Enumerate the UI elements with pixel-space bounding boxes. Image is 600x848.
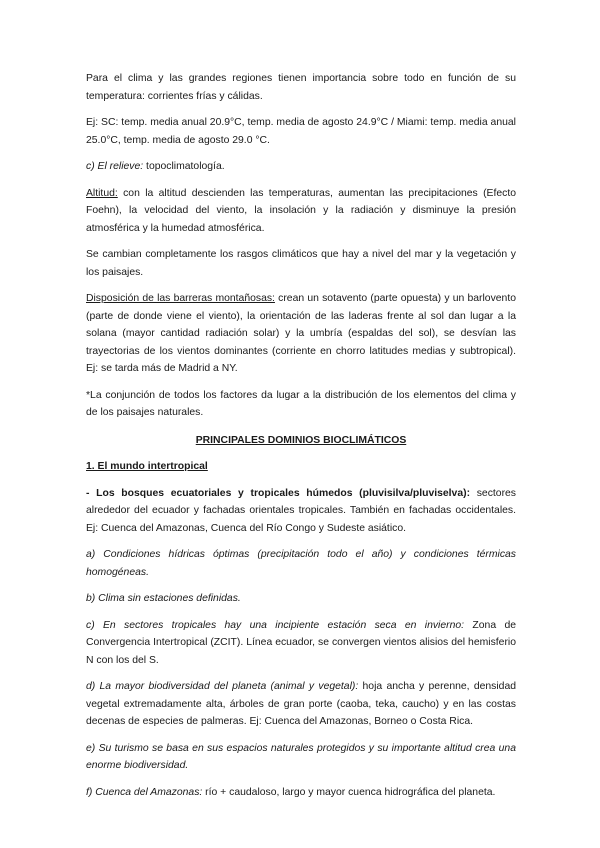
- paragraph-item-c: [86, 617, 516, 670]
- altitude-label: Altitud:: [86, 187, 118, 199]
- altitude-text: con la altitud descienden las temperaturas, aumentan las precipitaciones (Efecto Foehn), la velocidad del viento, la insolación y la radiación y disminuye la presión atmosférica y la humedad atmosférica.: [86, 187, 516, 234]
- document-body: [86, 70, 516, 810]
- item-d-text: hoja ancha y perenne, densidad vegetal extremadamente alta, árboles de gran porte (caoba, teka, caucho) y en las costas decenas de especies de palmeras. Ej: Cuenca del Amazonas, Borneo o Costa Rica.: [86, 681, 516, 727]
- item-f-text: río + caudaloso, largo y mayor cuenca hidrográfica del planeta.: [202, 786, 496, 798]
- paragraph-relief: [86, 158, 516, 176]
- sea-level-text: Se cambian completamente los rasgos climáticos que hay a nivel del mar y la vegetación y los paisajes.: [86, 249, 516, 278]
- paragraph-item-f: [86, 784, 516, 802]
- item-a-text: a) Condiciones hídricas óptimas (precipitación todo el año) y condiciones térmicas homogéneas.: [86, 549, 516, 578]
- conjunction-note-text: *La conjunción de todos los factores da lugar a la distribución de los elementos del clima y de los paisajes naturales.: [86, 389, 516, 418]
- item-c-text: Zona de Convergencia Intertropical (ZCIT). Línea ecuador, se convergen vientos alisios del hemisferio N con los del S.: [86, 619, 516, 666]
- subsection-heading: 1. El mundo intertropical: [86, 461, 208, 472]
- paragraph-item-a: [86, 546, 516, 581]
- mountain-barriers-text: crean un sotavento (parte opuesta) y un barlovento (parte de donde viene el viento), la orientación de las laderas frente al sol dan lugar a la solana (mayor cantidad radiación solar) y la umbría (espaldas del sol), se desvían las trayectorias de los vientos dominantes (corriente en chorro latitudes medias y subtropical). Ej: se tarda más de Madrid a NY.: [86, 293, 517, 374]
- item-d-label: d) La mayor biodiversidad del planeta (animal y vegetal):: [86, 681, 359, 692]
- rainforests-label: - Los bosques ecuatoriales y tropicales húmedos (pluvisilva/pluviselva):: [86, 487, 471, 499]
- paragraph-sea-level: [86, 246, 516, 281]
- item-e-text: e) Su turismo se basa en sus espacios naturales protegidos y su importante altitud crea una enorme biodiversidad.: [86, 742, 516, 771]
- paragraph-item-e: [86, 740, 516, 775]
- paragraph-currents-text: Para el clima y las grandes regiones tienen importancia sobre todo en función de su temperatura: corrientes frías y cálidas.: [86, 73, 516, 102]
- paragraph-item-b: [86, 590, 516, 608]
- paragraph-example-temps-text: Ej: SC: temp. media anual 20.9°C, temp. media de agosto 24.9°C / Miami: temp. media anual 25.0°C, temp. media de agosto 29.0 °C.: [86, 117, 516, 146]
- item-c-label: c) En sectores tropicales hay una incipiente estación seca en invierno:: [86, 619, 465, 631]
- mountain-barriers-label: Disposición de las barreras montañosas:: [86, 293, 275, 304]
- paragraph-example-temps: [86, 114, 516, 149]
- relief-label: c) El relieve:: [86, 161, 144, 172]
- relief-text: topoclimatología.: [143, 161, 225, 172]
- paragraph-altitude: [86, 185, 516, 238]
- rainforests-text: sectores alrededor del ecuador y fachadas orientales tropicales. También en fachadas occidentales. Ej: Cuenca del Amazonas, Cuenca del Río Congo y Sudeste asiático.: [86, 487, 517, 534]
- section-title: PRINCIPALES DOMINIOS BIOCLIMÁTICOS: [195, 434, 407, 446]
- paragraph-item-d: [86, 678, 516, 731]
- paragraph-mountain-barriers: [86, 290, 516, 378]
- item-b-text: b) Clima sin estaciones definidas.: [86, 593, 241, 604]
- paragraph-currents: [86, 70, 516, 105]
- item-f-label: f) Cuenca del Amazonas:: [86, 786, 203, 798]
- paragraph-conjunction-note: [86, 387, 516, 422]
- paragraph-rainforests: [86, 485, 516, 538]
